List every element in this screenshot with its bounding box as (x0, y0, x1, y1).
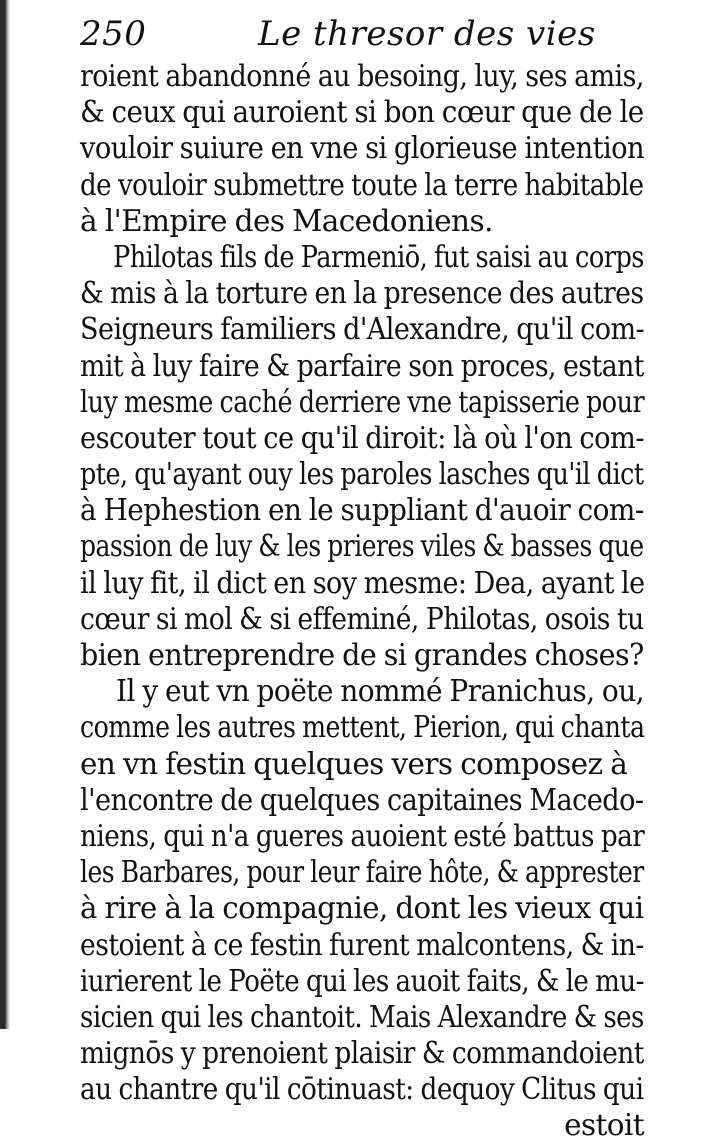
text-line: de vouloir submettre toute la terre habitable (80, 167, 644, 202)
paragraph-start-line: Philotas fils de Parmeniō, fut saisi au corps (112, 239, 644, 274)
text-line: sicien qui les chantoit. Mais Alexandre & ses (80, 999, 644, 1034)
text-line: l'encontre de quelques capitaines Macedo- (80, 782, 644, 817)
page-header (80, 10, 650, 56)
text-line: à Hephestion en le suppliant d'auoir com- (80, 493, 644, 528)
text-line: en vn festin quelques vers composez à (80, 746, 628, 781)
text-line: au chantre qu'il cōtinuast: dequoy Clitus qui (80, 1072, 644, 1107)
text-line: luy mesme caché derriere vne tapisserie pour (80, 384, 645, 419)
body-text (80, 58, 644, 1144)
text-line: & ceux qui auroient si bon cœur que de le (80, 95, 644, 130)
running-title: Le thresor des vies (258, 14, 596, 54)
text-line: bien entreprendre de si grandes choses? (80, 638, 644, 672)
text-line: mit à luy faire & parfaire son proces, estant (80, 348, 645, 383)
text-line: mignōs y prenoient plaisir & commandoient (80, 1036, 644, 1071)
text-line: Seigneurs familiers d'Alexandre, qu'il com- (80, 312, 645, 347)
text-line: il luy fit, il dict en soy mesme: Dea, ayant le (80, 565, 645, 600)
page-binding-edge (0, 0, 10, 1029)
text-line: à rire à la compagnie, dont les vieux qui (80, 891, 644, 926)
text-line: vouloir suiure en vne si glorieuse intention (80, 131, 645, 166)
text-line: à l'Empire des Macedoniens. (80, 203, 493, 238)
catchword: estoit (564, 1108, 644, 1143)
text-line: roient abandonné au besoing, luy, ses amis, (80, 59, 644, 93)
page-number: 250 (80, 14, 147, 54)
text-line: estoient à ce festin furent malcontens, & in- (80, 927, 644, 962)
text-line: comme les autres mettent, Pierion, qui chanta (80, 710, 645, 745)
text-line: escouter tout ce qu'il diroit: là où l'on com- (80, 420, 645, 455)
text-line: cœur si mol & si effeminé, Philotas, osois tu (80, 601, 644, 636)
text-line: pte, qu'ayant ouy les paroles lasches qu'il dict (80, 457, 644, 492)
text-line: & mis à la torture en la presence des autres (80, 276, 644, 311)
text-line: passion de luy & les prieres viles & basses que (80, 529, 644, 564)
text-line: niens, qui n'a gueres auoient esté battus par (80, 818, 645, 853)
paragraph-start-line: Il y eut vn poëte nommé Pranichus, ou, (116, 674, 644, 709)
text-line: les Barbares, pour leur faire hôte, & apprester (80, 855, 644, 890)
text-line: iurierent le Poëte qui les auoit faits, & le mu- (80, 963, 644, 998)
